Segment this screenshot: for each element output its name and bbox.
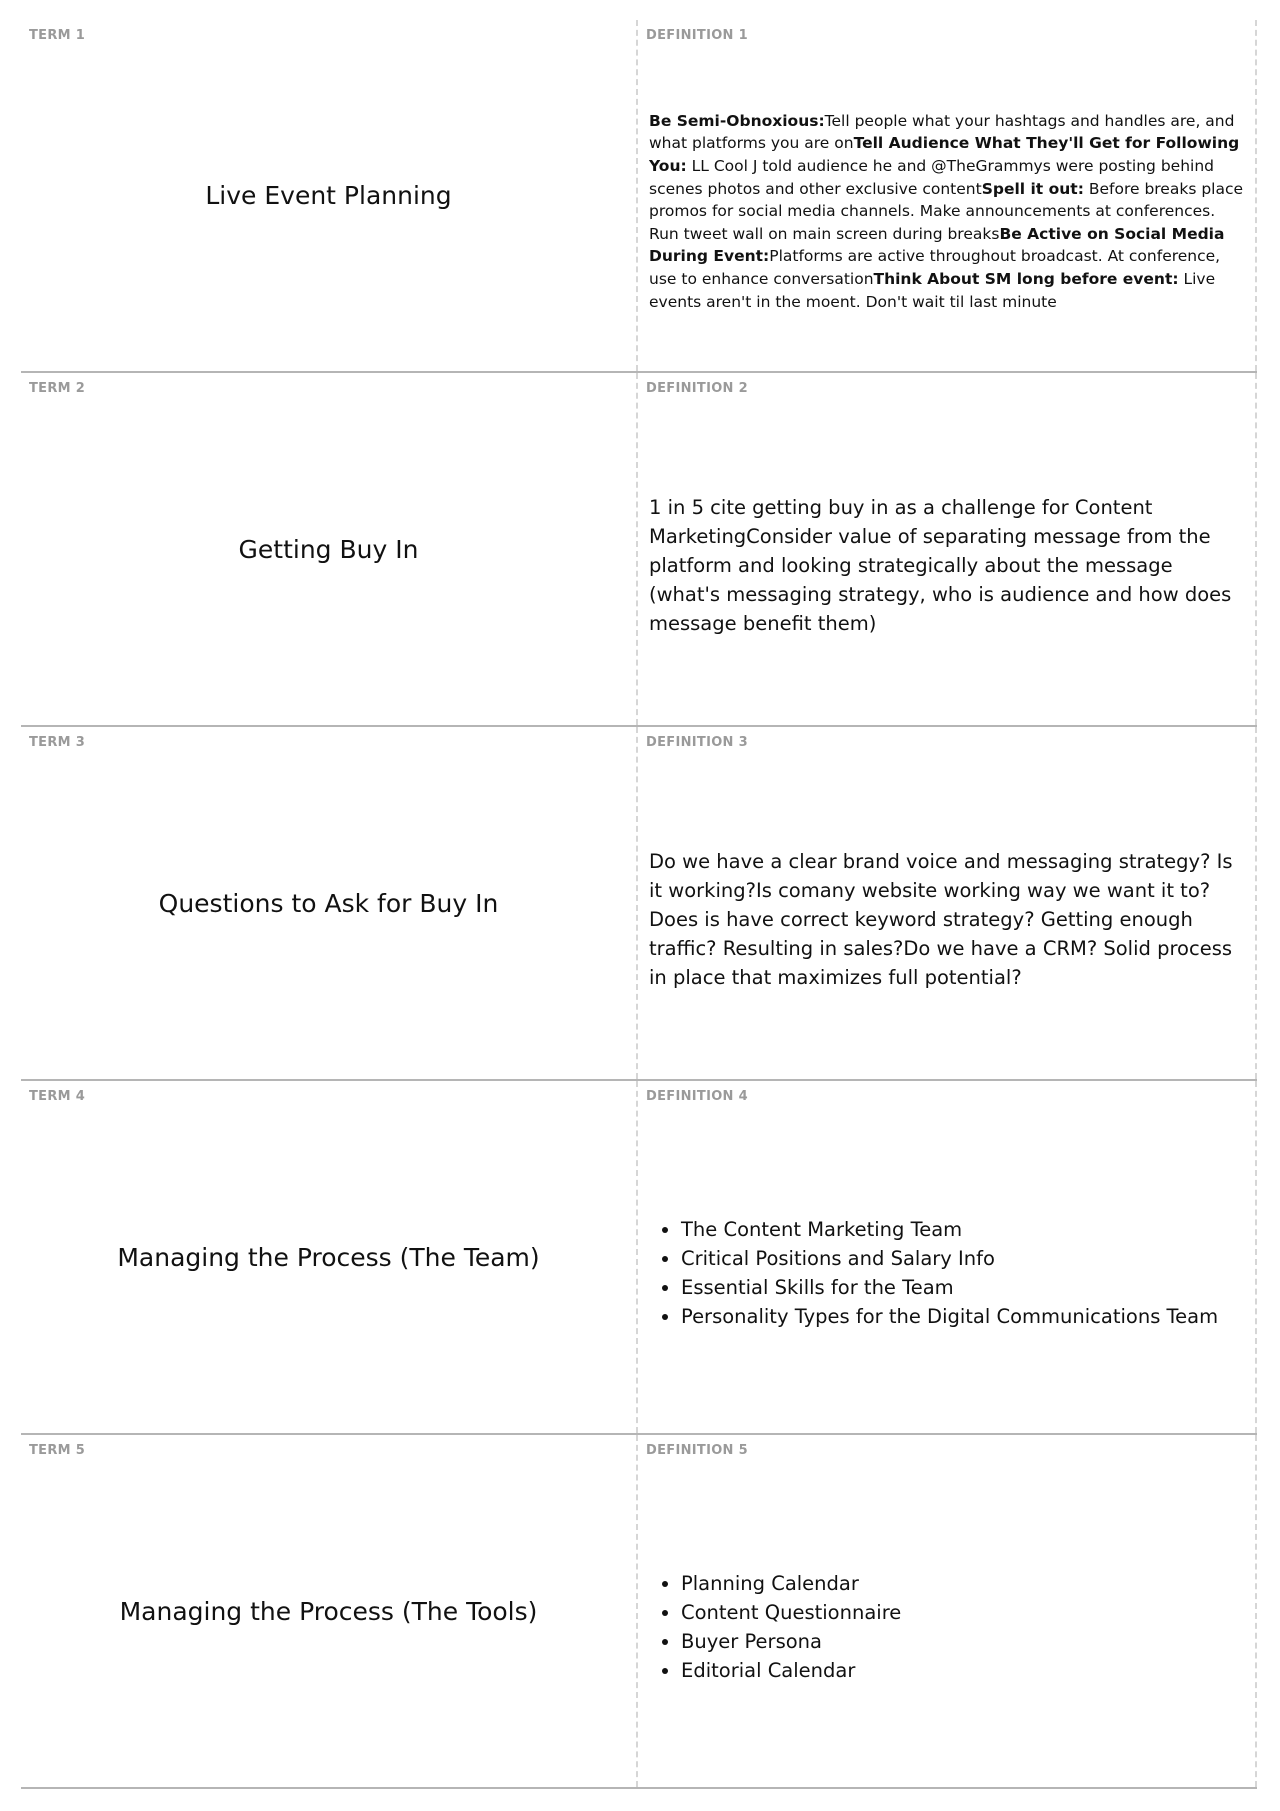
definition-segment: Live events aren't in the moent. Don't wait til last minute: [649, 269, 1216, 311]
term-label: TERM 2: [29, 381, 86, 396]
definition-label: DEFINITION 5: [646, 1443, 748, 1458]
definition-heading: Tell Audience What They'll Get for Following You:: [649, 134, 1240, 176]
definition-text: [649, 1121, 1247, 1425]
definition-segment: Before breaks place promos for social media channels. Make announcements at conferences. Run tweet wall on main screen during breaks: [649, 179, 1244, 243]
definition-heading: Think About SM long before event:: [873, 269, 1179, 288]
definition-text: [649, 60, 1247, 363]
term-text: Questions to Ask for Buy In: [158, 888, 499, 918]
term-label: TERM 3: [29, 735, 86, 750]
term-cell: [21, 1081, 638, 1433]
definition-cell: [638, 727, 1257, 1079]
term-text: Live Event Planning: [205, 181, 452, 210]
definition-paragraph: 1 in 5 cite getting buy in as a challenge for Content MarketingConsider value of separating message from the platform and looking strategically about the message (what's messaging strategy, who is audience and how does message benefit them): [649, 495, 1232, 635]
term-label: TERM 5: [29, 1443, 86, 1458]
definition-label: DEFINITION 4: [646, 1089, 748, 1104]
list-item: • Editorial Calendar: [681, 1656, 901, 1685]
list-item: • The Content Marketing Team: [681, 1215, 1218, 1244]
definition-cell: [638, 20, 1257, 371]
term-text: Getting Buy In: [238, 534, 419, 564]
term-cell: [21, 373, 638, 725]
card-row-4: [21, 1081, 1257, 1435]
card-row-1: [21, 20, 1257, 373]
definition-heading: Spell it out:: [981, 179, 1084, 198]
term-cell: [21, 727, 638, 1079]
definition-heading: Be Active on Social Media During Event:: [649, 224, 1225, 266]
definition-segment: LL Cool J told audience he and @TheGrammys were posting behind scenes photos and other exclusive content: [649, 157, 1214, 198]
list-item: • Content Questionnaire: [681, 1598, 901, 1627]
definition-text: [649, 767, 1247, 1071]
list-item: • Planning Calendar: [681, 1569, 901, 1598]
term-cell: [21, 1435, 638, 1787]
flashcard-table: [21, 20, 1257, 1789]
list-item: • Critical Positions and Salary Info: [681, 1244, 1218, 1273]
definition-list: [649, 1215, 1218, 1331]
definition-paragraph: Do we have a clear brand voice and messaging strategy? Is it working?Is comany website working way we want it to? Does is have correct keyword strategy? Getting enough traffic? Resulting in sales?Do we have a CRM? Solid process in place that maximizes full potential?: [649, 849, 1233, 989]
term-cell: [21, 20, 638, 371]
list-item: • Essential Skills for the Team: [681, 1273, 1218, 1302]
definition-label: DEFINITION 1: [646, 28, 748, 43]
list-item: • Buyer Persona: [681, 1627, 901, 1656]
list-item: • Personality Types for the Digital Communications Team: [681, 1302, 1218, 1331]
definition-list: [649, 1569, 901, 1685]
definition-rich-text: [649, 110, 1247, 313]
term-text: Managing the Process (The Tools): [119, 1596, 538, 1626]
definition-cell: [638, 373, 1257, 725]
definition-heading: Be Semi-Obnoxious:: [649, 111, 825, 130]
definition-cell: [638, 1081, 1257, 1433]
definition-cell: [638, 1435, 1257, 1787]
definition-text: [649, 413, 1247, 717]
term-label: TERM 4: [29, 1089, 86, 1104]
term-text: Managing the Process (The Team): [117, 1242, 540, 1272]
definition-label: DEFINITION 3: [646, 735, 748, 750]
card-row-5: [21, 1435, 1257, 1789]
definition-label: DEFINITION 2: [646, 381, 748, 396]
definition-segment: Tell people what your hashtags and handles are, and what platforms you are on: [649, 111, 1235, 153]
definition-text: [649, 1475, 1247, 1779]
card-row-3: [21, 727, 1257, 1081]
term-label: TERM 1: [29, 28, 86, 43]
card-row-2: [21, 373, 1257, 727]
definition-segment: Platforms are active throughout broadcast. At conference, use to enhance conversation: [649, 247, 1221, 288]
